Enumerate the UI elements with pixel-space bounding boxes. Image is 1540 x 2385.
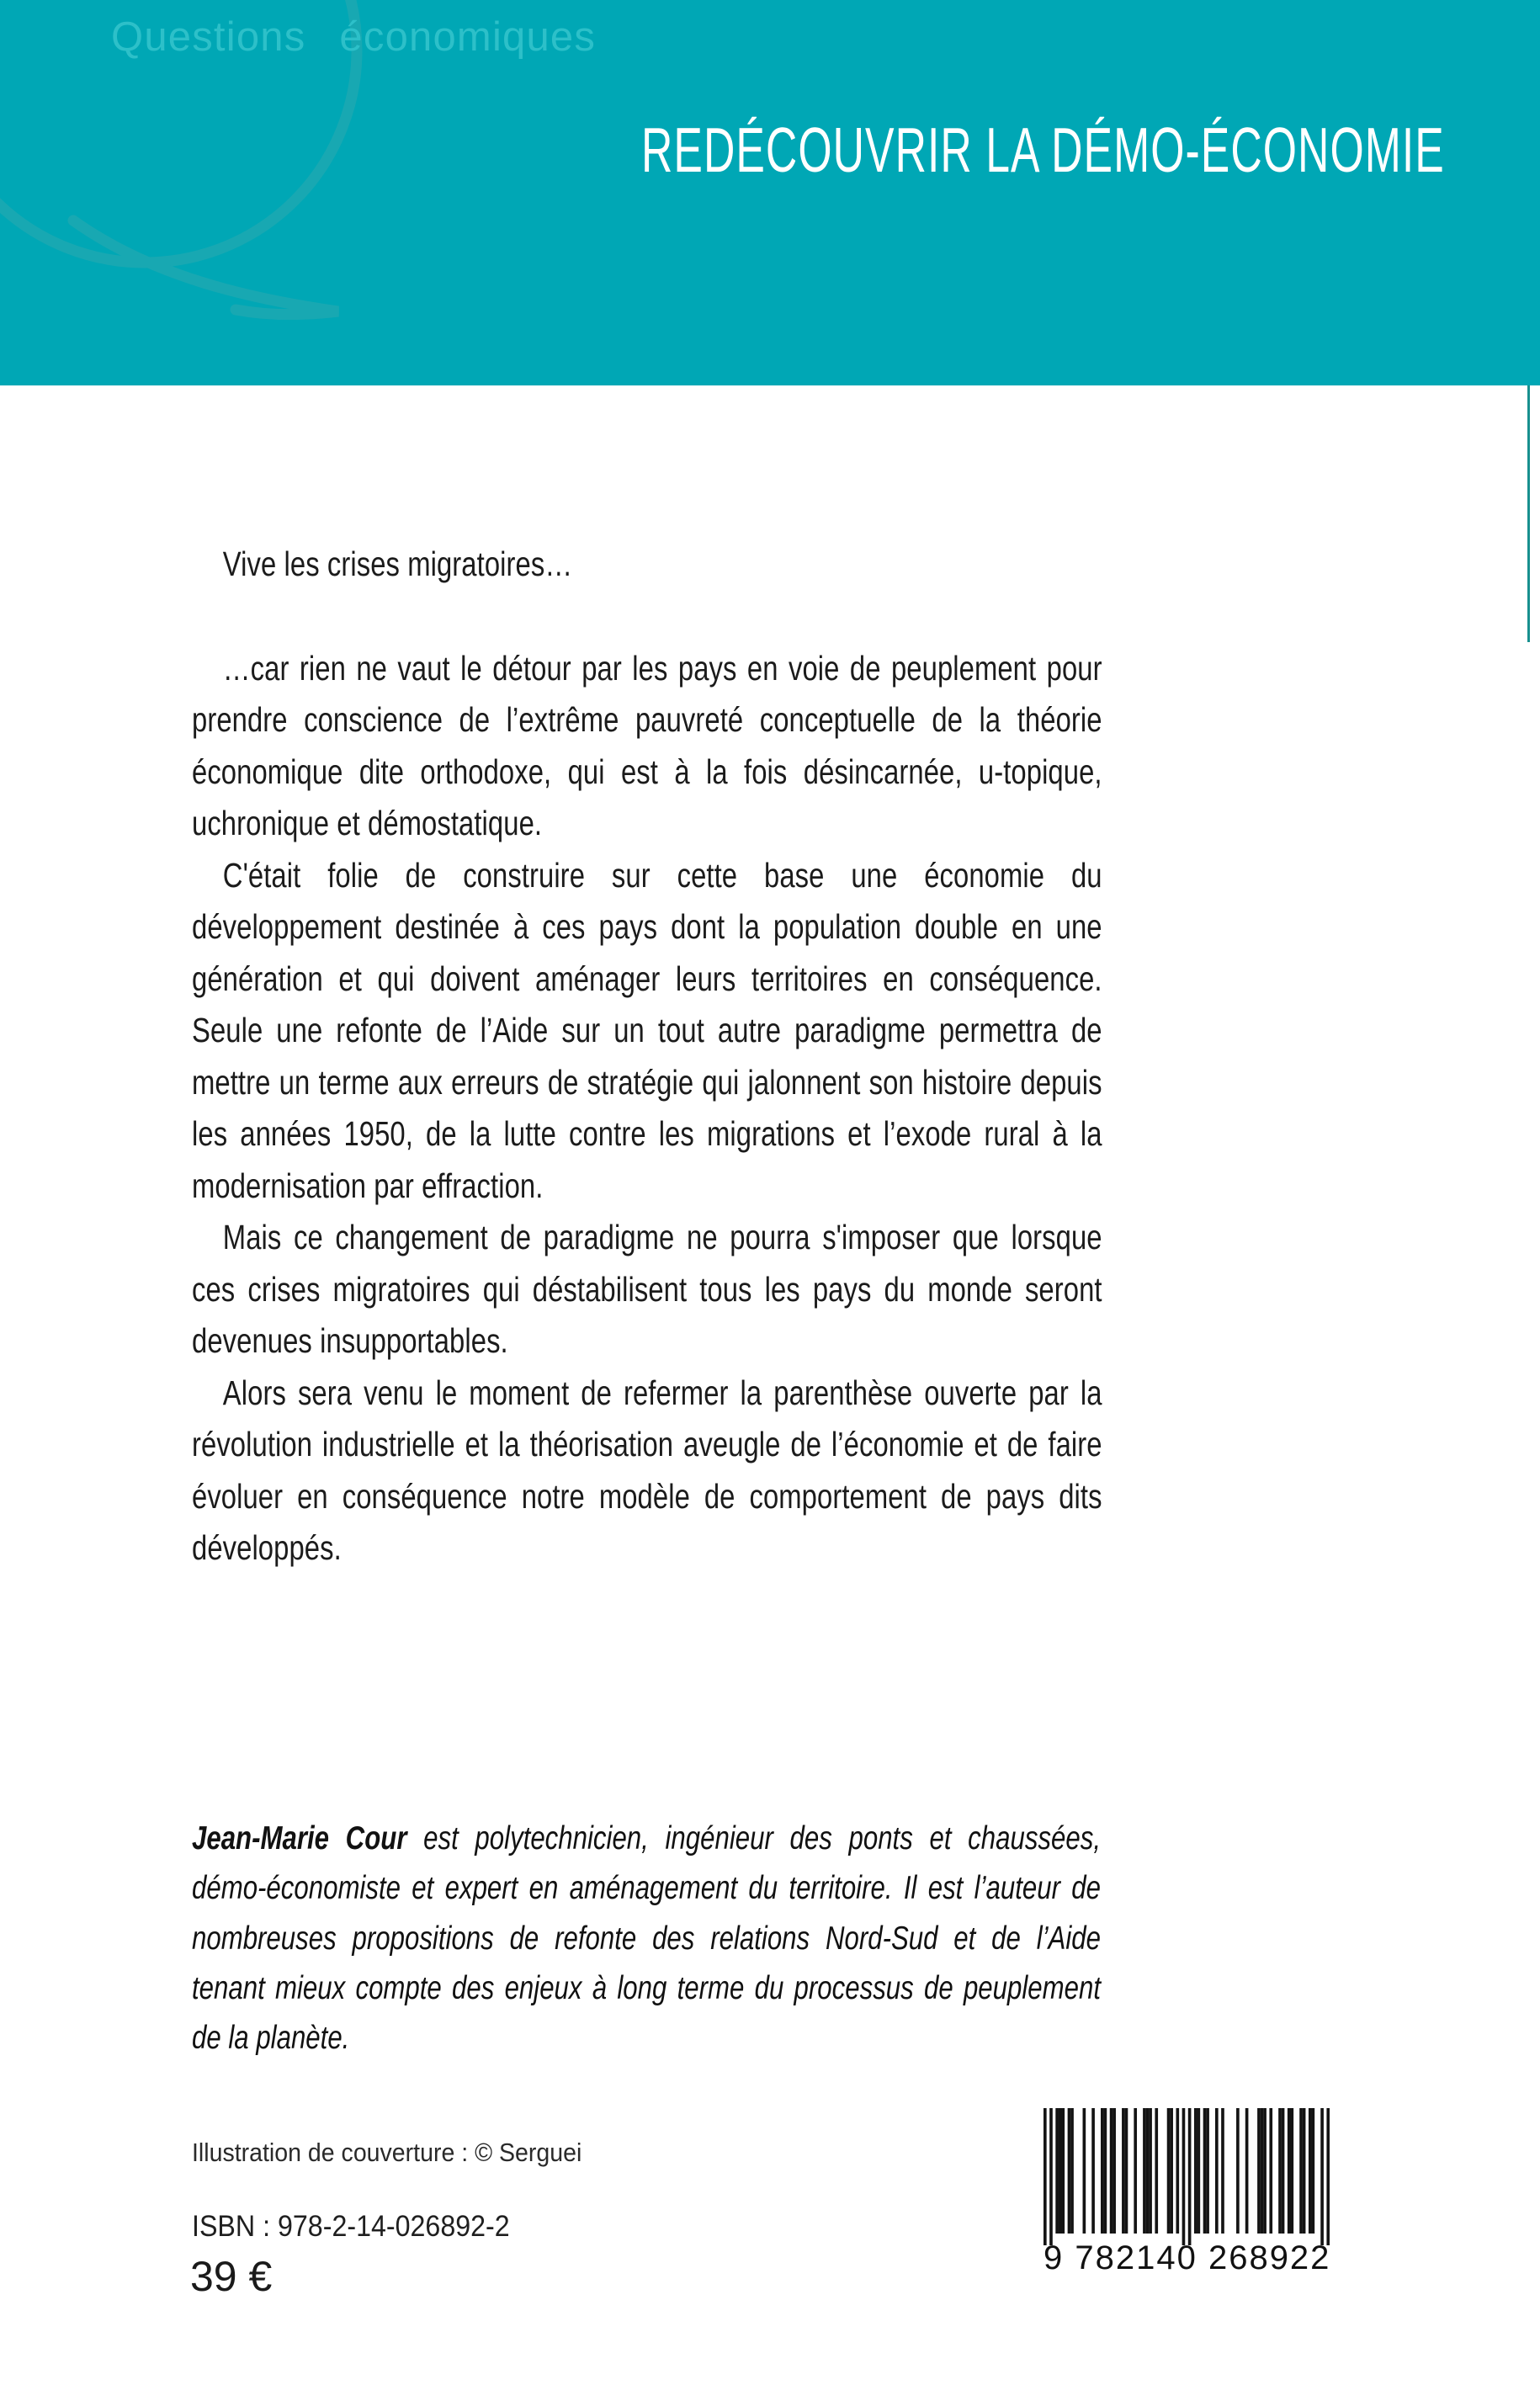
- author-name: Jean-Marie Cour: [192, 1820, 407, 1856]
- blurb-paragraph-4: Mais ce changement de paradigme ne pourra s'imposer que lorsque ces crises migratoires qui déstabilisent tous les pays du monde seront devenues insupportables.: [192, 1218, 1102, 1360]
- back-cover-blurb: [192, 539, 1102, 1575]
- author-bio-text: est polytechnicien, ingénieur des ponts et chaussées, démo-économiste et expert en aménagement du territoire. Il est l’auteur de nombreuses propositions de refonte des relations Nord-Sud et de l’Aide tenant mieux compte des enjeux à long terme du processus de peuplement de la planète.: [192, 1820, 1102, 2057]
- collection-word-questions: Questions: [111, 14, 306, 60]
- isbn-text: ISBN : 978-2-14-026892-2: [192, 2210, 510, 2243]
- collection-word-economiques: économiques: [339, 14, 597, 60]
- barcode-bars-icon: [1043, 2108, 1330, 2245]
- barcode-digits: 9 782140 268922: [1043, 2239, 1331, 2276]
- cover-header-band: [0, 0, 1540, 385]
- blurb-paragraph-2: …car rien ne vaut le détour par les pays en voie de peuplement pour prendre conscience de l’extrême pauvreté conceptuelle de la théorie économique dite orthodoxe, qui est à la fois désincarnée, u-topique, uchronique et démostatique.: [192, 648, 1102, 842]
- cover-illustration-credit: Illustration de couverture : © Serguei: [192, 2138, 582, 2167]
- book-title: REDÉCOUVRIR LA DÉMO-ÉCONOMIE: [641, 114, 1445, 185]
- collection-name: [111, 14, 597, 60]
- blurb-paragraph-1: Vive les crises migratoires…: [222, 544, 573, 583]
- ean-barcode: [1043, 2108, 1330, 2289]
- author-biography: [192, 1814, 1101, 2063]
- price-text: 39 €: [190, 2253, 273, 2300]
- right-edge-rule: [1527, 385, 1530, 642]
- blurb-paragraph-3: C'était folie de construire sur cette base une économie du développement destinée à ces pays dont la population double en une génération et qui doivent aménager leurs territoires en conséquence. Seule une refonte de l’Aide sur un tout autre paradigme permettra de mettre un terme aux erreurs de stratégie qui jalonnent son histoire depuis les années 1950, de la lutte contre les migrations et l’exode rural à la modernisation par effraction.: [192, 855, 1102, 1205]
- blurb-paragraph-5: Alors sera venu le moment de refermer la parenthèse ouverte par la révolution industrielle et la théorisation aveugle de l’économie et de faire évoluer en conséquence notre modèle de comportement de pays dits développés.: [192, 1373, 1102, 1567]
